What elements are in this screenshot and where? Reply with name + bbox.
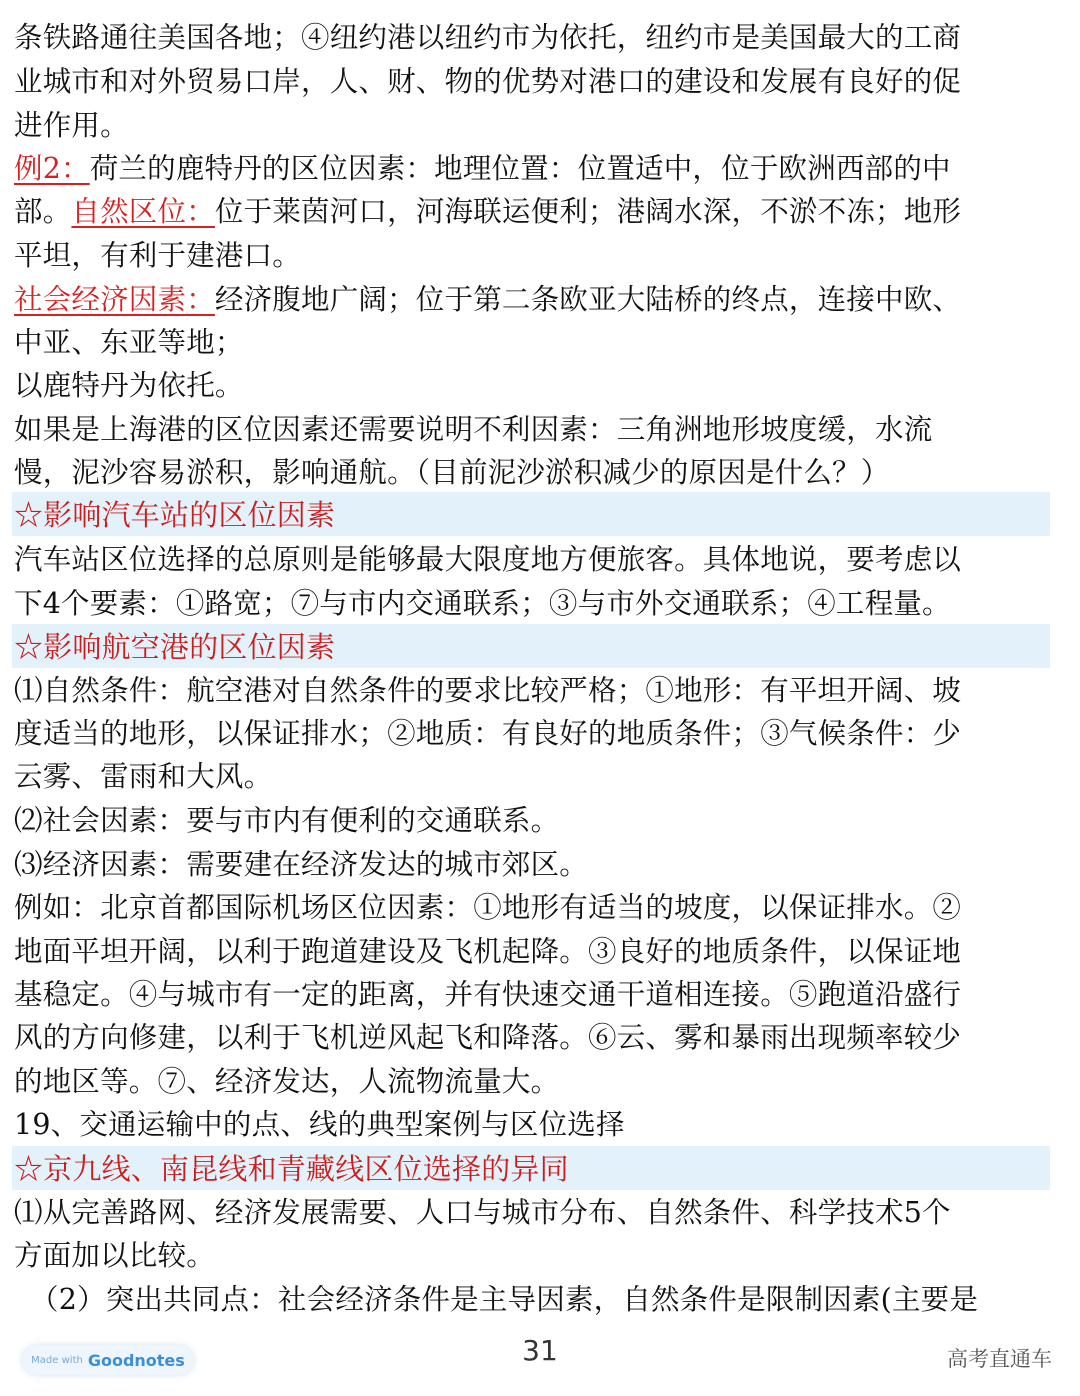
section-heading-railways: ☆京九线、南昆线和青藏线区位选择的异同 xyxy=(14,1152,569,1186)
text-line xyxy=(14,147,951,191)
text-line: 条铁路通往美国各地；④纽约港以纽约市为依托，纽约市是美国最大的工商 xyxy=(14,21,962,54)
text-line: 云雾、雷雨和大风。 xyxy=(14,760,273,793)
text-line: 如果是上海港的区位因素还需要说明不利因素：三角洲地形坡度缓，水流 xyxy=(14,413,933,446)
socio-economic-label: 社会经济因素： xyxy=(14,283,215,316)
text-line: 的地区等。⑦、经济发达，人流物流量大。 xyxy=(14,1065,560,1098)
text-line: 风的方向修建，以利于飞机逆风起飞和降落。⑥云、雾和暴雨出现频率较少 xyxy=(14,1021,962,1054)
watermark: 高考直通车 xyxy=(947,1347,1052,1371)
text-line: ⑶经济因素：需要建在经济发达的城市郊区。 xyxy=(14,848,589,881)
text-fragment: 部。 xyxy=(14,195,72,228)
text-line: 基稳定。④与城市有一定的距离，并有快速交通干道相连接。⑤跑道沿盛行 xyxy=(14,978,962,1011)
text-line: 进作用。 xyxy=(14,109,129,142)
natural-location-label: 自然区位： xyxy=(71,195,215,228)
text-line: （2）突出共同点：社会经济条件是主导因素，自然条件是限制因素(主要是 xyxy=(30,1283,979,1316)
text-line: ⑴从完善路网、经济发展需要、人口与城市分布、自然条件、科学技术5个 xyxy=(14,1196,951,1229)
text-line: 慢，泥沙容易淤积，影响通航。（目前泥沙淤积减少的原因是什么？） xyxy=(14,456,890,489)
badge-caption: Made with xyxy=(31,1354,83,1366)
text-line: ⑴自然条件：航空港对自然条件的要求比较严格；①地形：有平坦开阔、坡 xyxy=(14,674,962,707)
text-line: 方面加以比较。 xyxy=(14,1239,215,1272)
section-heading-bus-station: ☆影响汽车站的区位因素 xyxy=(14,498,336,532)
text-line: 地面平坦开阔，以利于跑道建设及飞机起降。③良好的地质条件，以保证地 xyxy=(14,935,962,968)
text-line: 业城市和对外贸易口岸，人、财、物的优势对港口的建设和发展有良好的促 xyxy=(14,65,962,98)
text-line: 19、交通运输中的点、线的典型案例与区位选择 xyxy=(14,1108,625,1141)
text-line: 平坦，有利于建港口。 xyxy=(14,239,302,272)
text-line: 以鹿特丹为依托。 xyxy=(14,369,244,402)
section-heading-airport: ☆影响航空港的区位因素 xyxy=(14,630,336,664)
text-line: ⑵社会因素：要与市内有便利的交通联系。 xyxy=(14,804,560,837)
badge-brand: Goodnotes xyxy=(87,1350,185,1370)
text-line: 度适当的地形，以保证排水；②地质：有良好的地质条件；③气候条件：少 xyxy=(14,717,962,750)
text-fragment: 位于莱茵河口，河海联运便利；港阔水深，不淤不冻；地形 xyxy=(214,195,962,228)
text-line xyxy=(14,190,961,234)
example-label: 例2： xyxy=(14,152,90,185)
text-fragment: 经济腹地广阔；位于第二条欧亚大陆桥的终点，连接中欧、 xyxy=(214,283,962,316)
example-text: 荷兰的鹿特丹的区位因素：地理位置：位置适中，位于欧洲西部的中 xyxy=(89,152,951,185)
text-line: 下4个要素：①路宽；⑦与市内交通联系；③与市外交通联系；④工程量。 xyxy=(14,587,951,620)
text-line xyxy=(14,278,961,322)
text-line: 汽车站区位选择的总原则是能够最大限度地方便旅客。具体地说，要考虑以 xyxy=(14,543,962,576)
text-line: 中亚、东亚等地； xyxy=(14,326,244,359)
text-line: 例如：北京首都国际机场区位因素：①地形有适当的坡度，以保证排水。② xyxy=(14,891,962,924)
page-number: 31 xyxy=(522,1334,558,1367)
